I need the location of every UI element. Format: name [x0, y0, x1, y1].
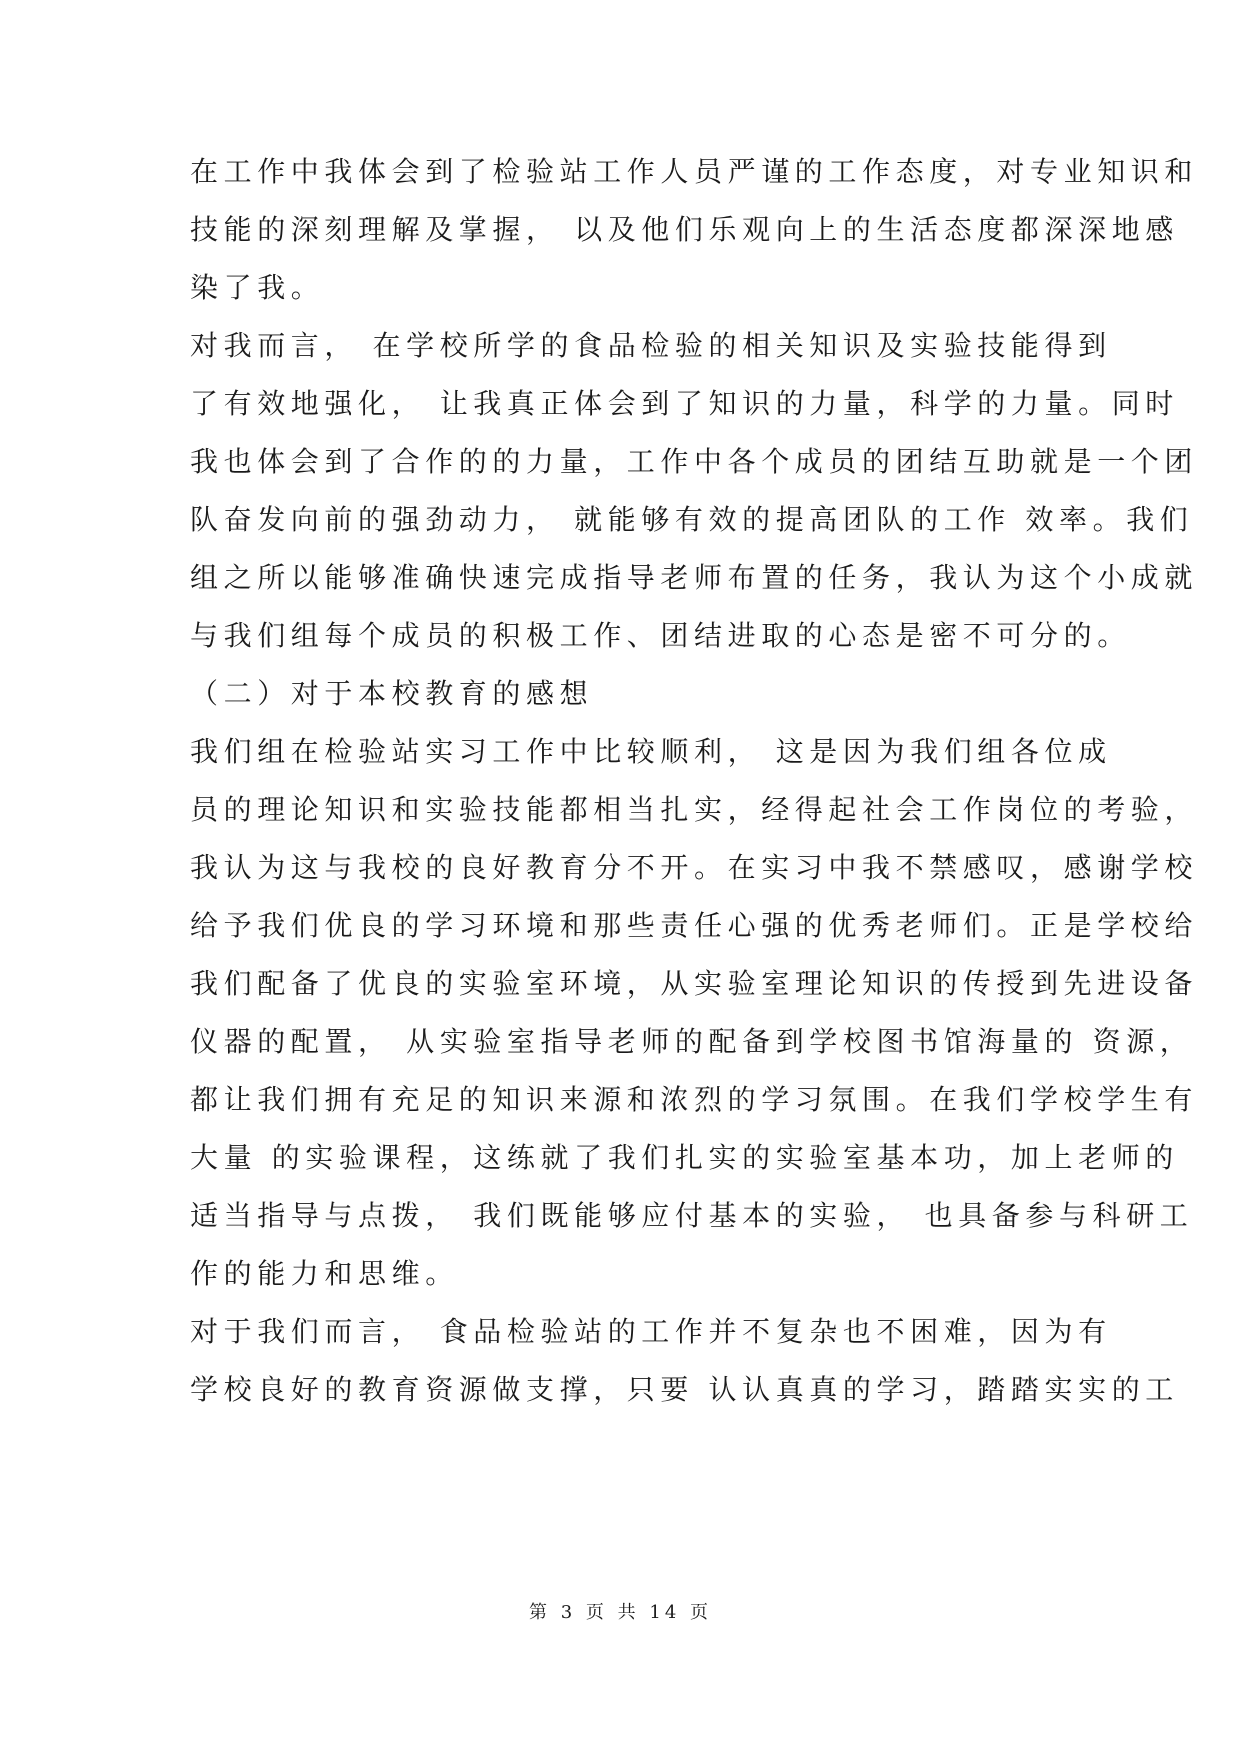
text-line: 染了我。: [190, 271, 325, 304]
text-line: 适当指导与点拨， 我们既能够应付基本的实验， 也具备参与科研工: [190, 1199, 1194, 1232]
text-line: 对我而言， 在学校所学的食品检验的相关知识及实验技能得到: [190, 329, 1112, 362]
text-line: 都让我们拥有充足的知识来源和浓烈的学习氛围。在我们学校学生有: [190, 1083, 1199, 1116]
text-line: 了有效地强化， 让我真正体会到了知识的力量，科学的力量。同时: [190, 387, 1179, 420]
text-line: 作的能力和思维。: [190, 1257, 459, 1290]
text-line: 技能的深刻理解及掌握， 以及他们乐观向上的生活态度都深深地感: [190, 213, 1179, 246]
text-line: 我也体会到了合作的的力量，工作中各个成员的团结互助就是一个团: [190, 445, 1199, 478]
text-line: 在工作中我体会到了检验站工作人员严谨的工作态度，对专业知识和: [190, 155, 1199, 188]
section-heading: （二）对于本校教育的感想: [190, 677, 594, 710]
text-line: 仪器的配置， 从实验室指导老师的配备到学校图书馆海量的 资源，: [190, 1025, 1194, 1058]
text-line: 员的理论知识和实验技能都相当扎实，经得起社会工作岗位的考验，: [190, 793, 1199, 826]
text-line: 给予我们优良的学习环境和那些责任心强的优秀老师们。正是学校给: [190, 909, 1199, 942]
text-line: 我认为这与我校的良好教育分不开。在实习中我不禁感叹，感谢学校: [190, 851, 1199, 884]
text-line: 我们组在检验站实习工作中比较顺利， 这是因为我们组各位成: [190, 735, 1112, 768]
text-line: 我们配备了优良的实验室环境，从实验室理论知识的传授到先进设备: [190, 967, 1199, 1000]
page-footer: [0, 1598, 1241, 1624]
footer-middle: 页 共: [585, 1602, 640, 1623]
text-line: 学校良好的教育资源做支撑，只要 认认真真的学习，踏踏实实的工: [190, 1373, 1179, 1406]
text-line: 队奋发向前的强劲动力， 就能够有效的提高团队的工作 效率。我们: [190, 503, 1194, 536]
footer-suffix: 页: [690, 1602, 713, 1623]
text-line: 大量 的实验课程，这练就了我们扎实的实验室基本功，加上老师的: [190, 1141, 1179, 1174]
total-pages-number: 14: [649, 1602, 681, 1623]
text-line: 对于我们而言， 食品检验站的工作并不复杂也不困难，因为有: [190, 1315, 1112, 1348]
current-page-number: 3: [560, 1602, 577, 1623]
footer-prefix: 第: [528, 1602, 551, 1623]
text-line: 与我们组每个成员的积极工作、团结进取的心态是密不可分的。: [190, 619, 1131, 652]
text-line: 组之所以能够准确快速完成指导老师布置的任务，我认为这个小成就: [190, 561, 1199, 594]
